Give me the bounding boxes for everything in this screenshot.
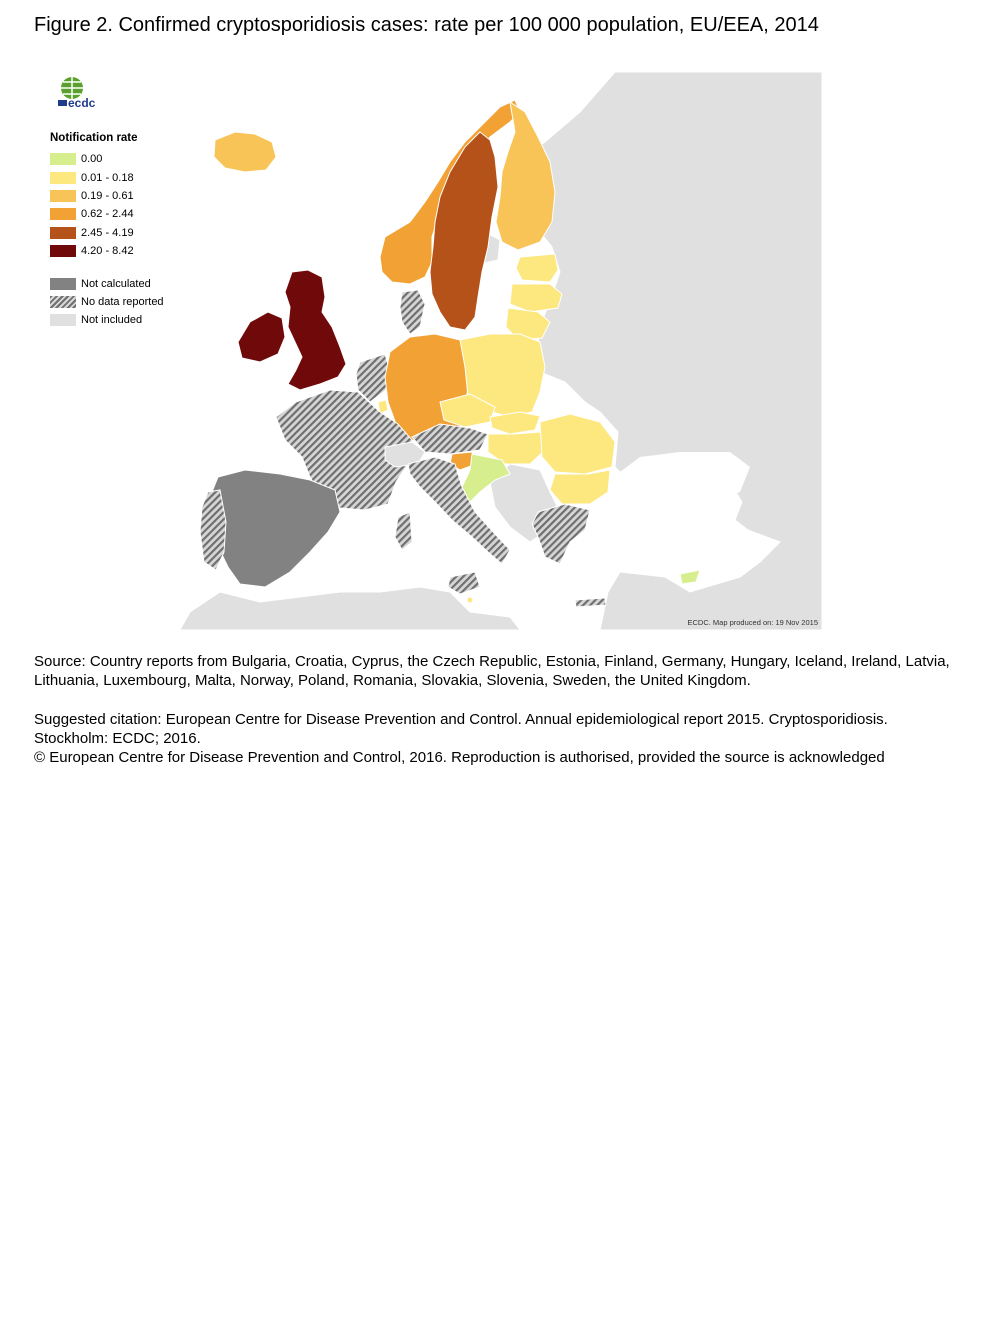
map-legend bbox=[50, 132, 210, 330]
legend-swatch bbox=[50, 314, 76, 326]
legend-label: Not included bbox=[81, 314, 143, 327]
logo-text: ecdc bbox=[68, 96, 96, 110]
legend-item bbox=[50, 150, 210, 168]
map-panel bbox=[40, 72, 822, 630]
legend-swatch bbox=[50, 245, 76, 257]
legend-label: 0.19 - 0.61 bbox=[81, 189, 134, 202]
figure-title: Figure 2. Confirmed cryptosporidiosis cases: rate per 100 000 population, EU/EEA, 2014 bbox=[34, 14, 819, 36]
legend-swatch bbox=[50, 172, 76, 184]
legend-swatch bbox=[50, 278, 76, 290]
legend-label: 0.62 - 2.44 bbox=[81, 208, 134, 221]
legend-item bbox=[50, 311, 210, 329]
legend-item bbox=[50, 168, 210, 186]
source-text: Source: Country reports from Bulgaria, Croatia, Cyprus, the Czech Republic, Estonia, Finland, Germany, Hungary, Iceland, Ireland, Latvia, Lithuania, Luxembourg, Malta, Norway, Poland, Romania, Slovakia, Slovenia, Sweden, the United Kingdom. bbox=[34, 653, 950, 689]
legend-swatch bbox=[50, 227, 76, 239]
ecdc-globe-logo bbox=[52, 74, 100, 114]
legend-item bbox=[50, 293, 210, 311]
country-greece-crete bbox=[575, 598, 606, 607]
legend-label: 0.00 bbox=[81, 153, 103, 166]
legend-label: Not calculated bbox=[81, 277, 151, 290]
legend-label: No data reported bbox=[81, 295, 164, 308]
map-credit: ECDC. Map produced on: 19 Nov 2015 bbox=[687, 618, 818, 627]
country-estonia bbox=[516, 254, 558, 282]
legend-item bbox=[50, 187, 210, 205]
legend-title: Notification rate bbox=[50, 132, 138, 144]
legend-label: 0.01 - 0.18 bbox=[81, 171, 134, 184]
legend-item bbox=[50, 274, 210, 292]
legend-item bbox=[50, 205, 210, 223]
legend-label: 4.20 - 8.42 bbox=[81, 245, 134, 258]
legend-item bbox=[50, 224, 210, 242]
legend-swatch bbox=[50, 296, 76, 308]
citation-text: Suggested citation: European Centre for Disease Prevention and Control. Annual epidemiological report 2015. Cryptosporidiosis. Stockholm: ECDC; 2016. bbox=[34, 711, 888, 747]
legend-label: 2.45 - 4.19 bbox=[81, 226, 134, 239]
copyright-text: © European Centre for Disease Prevention and Control, 2016. Reproduction is authorised, provided the source is acknowledged bbox=[34, 749, 885, 766]
legend-item bbox=[50, 242, 210, 260]
legend-swatch bbox=[50, 208, 76, 220]
country-malta bbox=[468, 598, 473, 603]
legend-swatch bbox=[50, 153, 76, 165]
legend-swatch bbox=[50, 190, 76, 202]
